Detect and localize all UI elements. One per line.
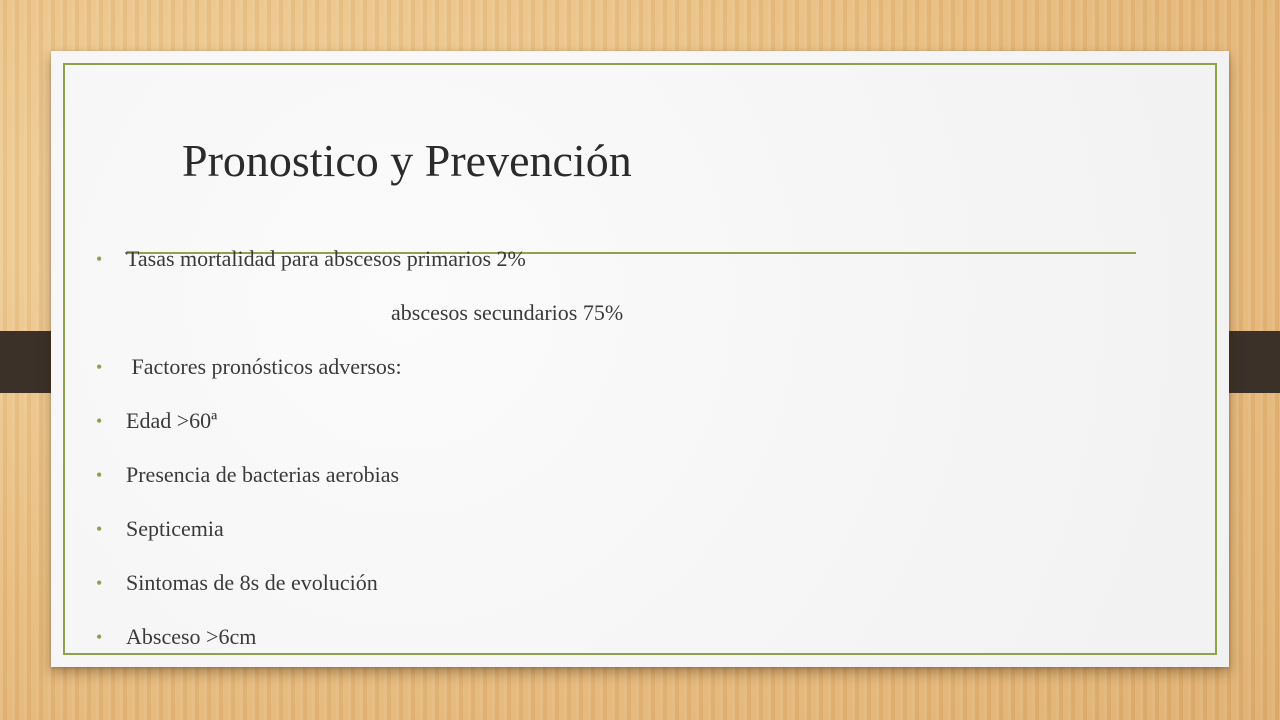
bullet-text: Factores pronósticos adversos: xyxy=(126,354,402,379)
slide-paper xyxy=(51,51,1229,667)
bullet-text: Edad >60ª xyxy=(126,408,218,433)
bullet-icon: • xyxy=(96,411,103,431)
bullet-text: Absceso >6cm xyxy=(126,624,257,649)
bullet-item-bacteria xyxy=(96,460,399,490)
bullet-text: Septicemia xyxy=(126,516,224,541)
bullet-icon: • xyxy=(96,573,103,593)
bullet-item-symptoms xyxy=(96,568,378,598)
bullet-text: Presencia de bacterias aerobias xyxy=(126,462,400,487)
bullet-item-septicemia xyxy=(96,514,224,544)
bullet-item-mortality xyxy=(96,244,526,274)
bullet-item-age xyxy=(96,406,217,436)
bullet-item-abscess-size xyxy=(96,622,256,652)
bullet-icon: • xyxy=(96,519,103,539)
indented-line-secondary: abscesos secundarios 75% xyxy=(391,300,624,325)
bullet-icon: • xyxy=(96,357,103,377)
bullet-item-factors xyxy=(96,352,402,382)
bullet-icon: • xyxy=(96,627,103,647)
bullet-text: Tasas mortalidad para abscesos primarios 2% xyxy=(126,246,526,271)
bullet-icon: • xyxy=(96,249,103,269)
bullet-text: Sintomas de 8s de evolución xyxy=(126,570,378,595)
bullet-icon: • xyxy=(96,465,103,485)
slide-title: Pronostico y Prevención xyxy=(182,135,632,186)
